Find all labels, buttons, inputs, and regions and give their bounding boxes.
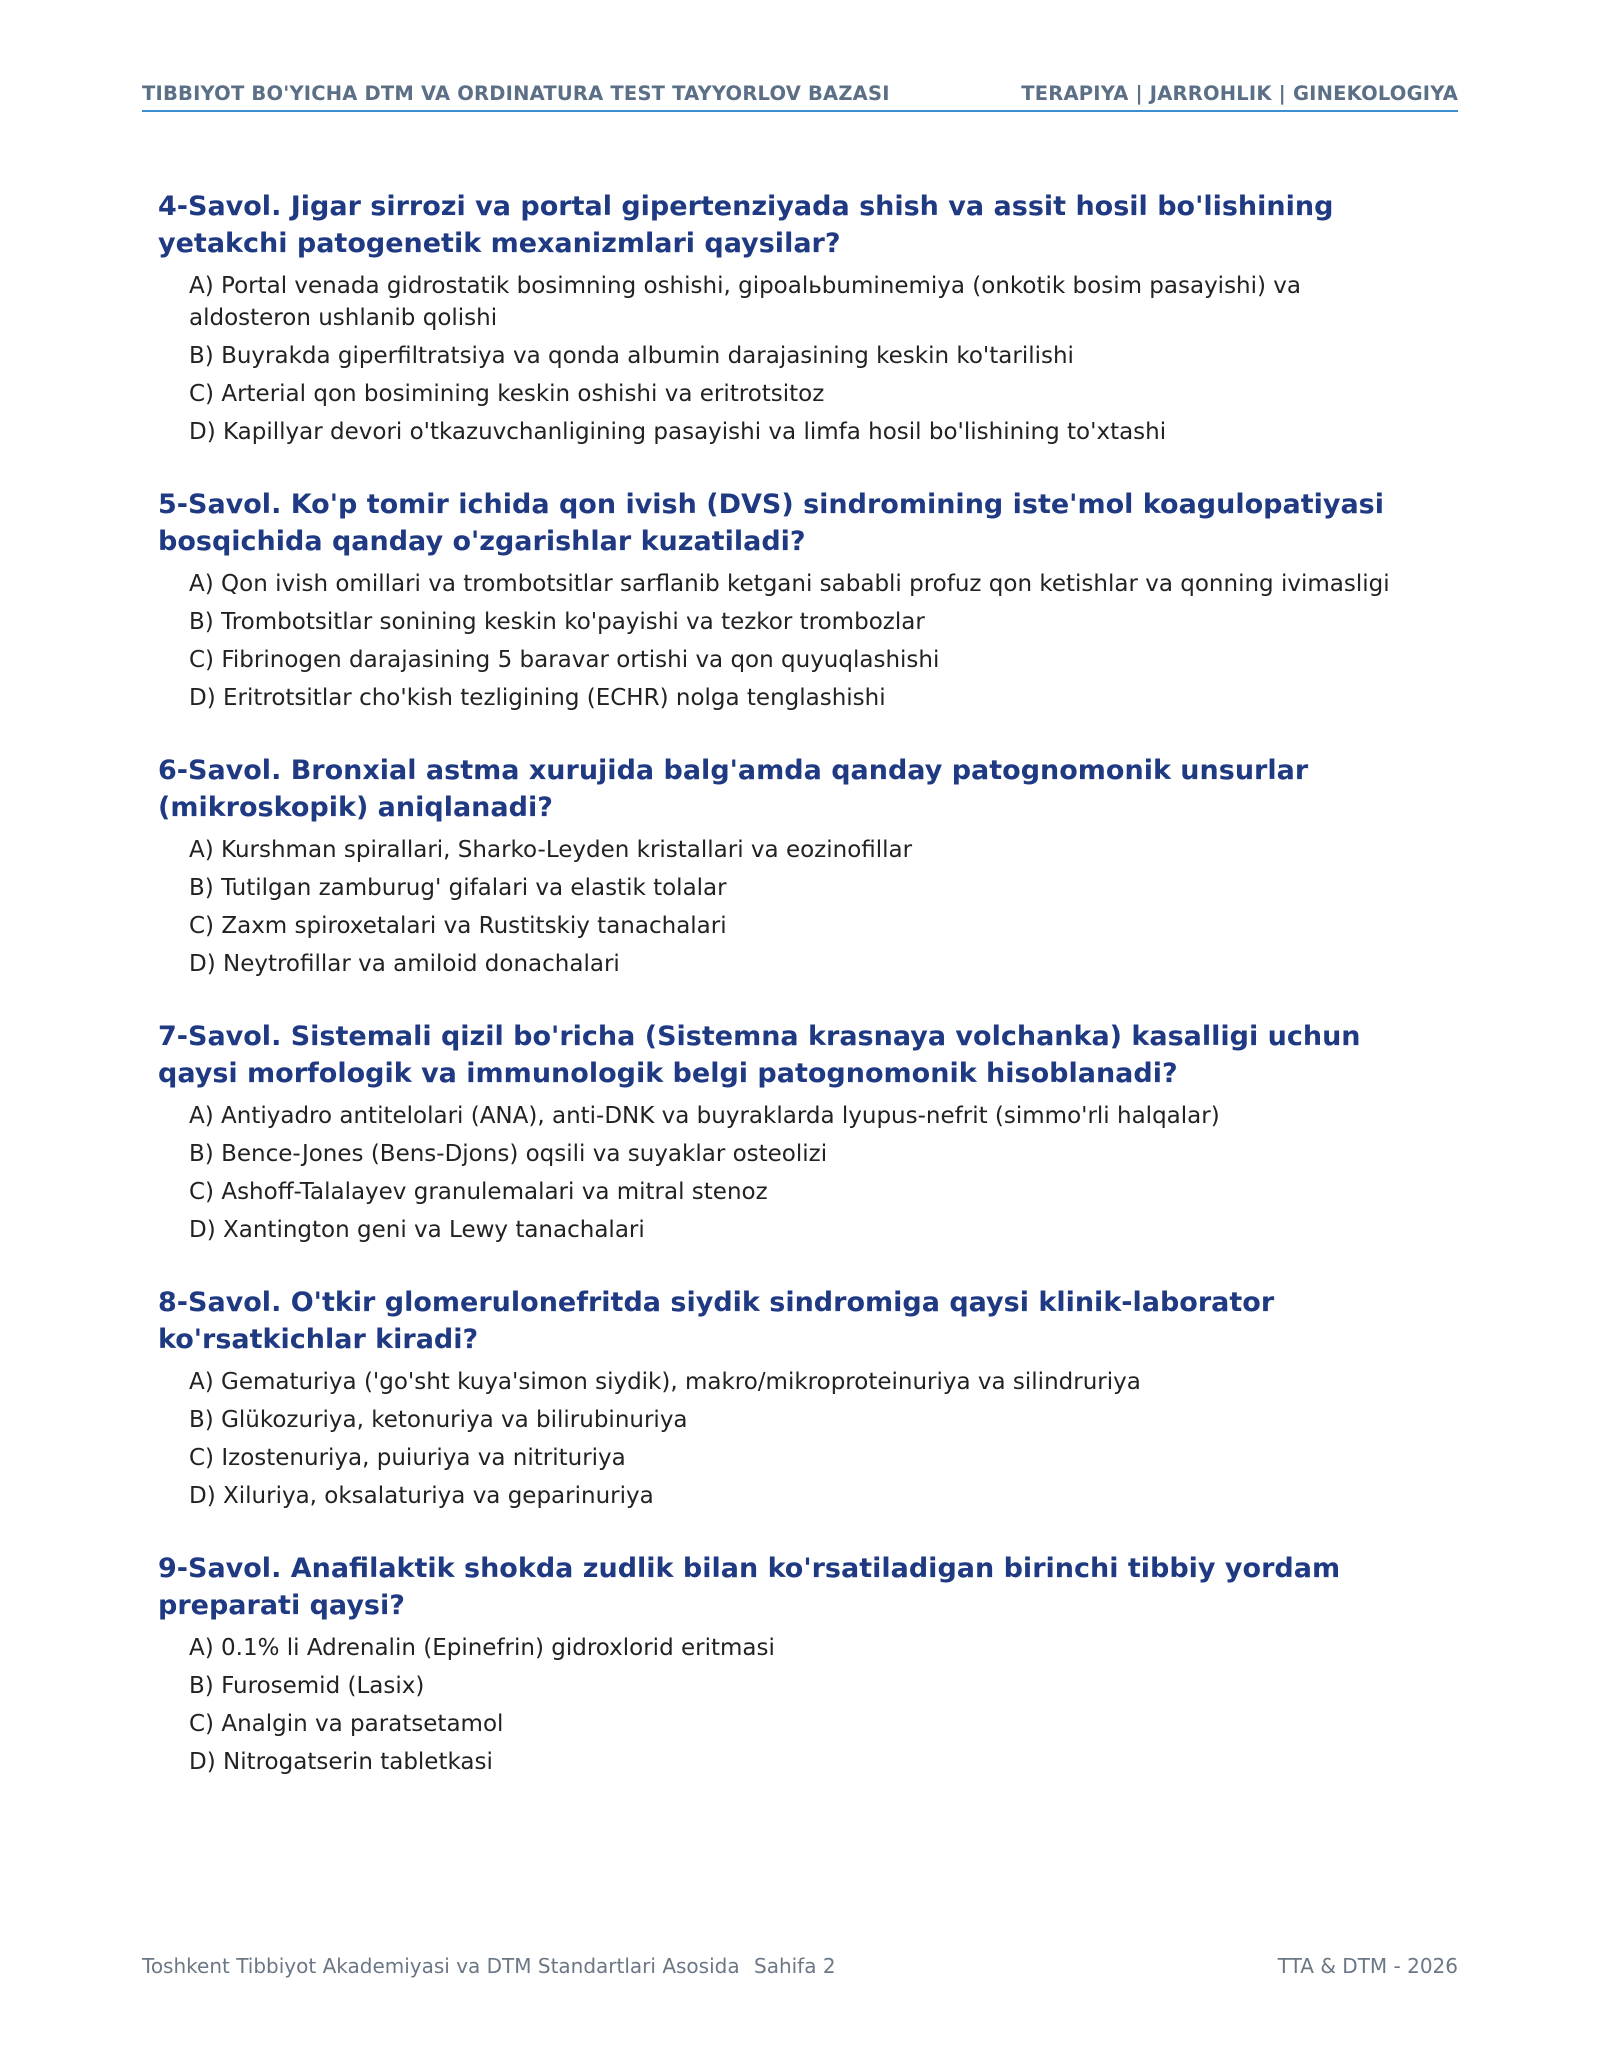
question-title: 6-Savol. Bronxial astma xurujida balg'amda qanday patognomonik unsurlar (mikroskopik) aniqlanadi?	[158, 755, 1309, 823]
answer-option: C) Fibrinogen darajasining 5 baravar ortishi va qon quyuqlashishi	[189, 647, 940, 673]
question-list	[158, 188, 1458, 1816]
page-header	[142, 78, 1458, 112]
answer-options	[158, 1366, 1458, 1512]
question-block	[158, 486, 1458, 714]
answer-option: A) Gematuriya ('go'sht kuya'simon siydik), makro/mikroproteinuriya va silindruriya	[189, 1369, 1141, 1395]
question-title: 5-Savol. Ko'p tomir ichida qon ivish (DVS) sindromining iste'mol koagulopatiyasi bosqichida qanday o'zgarishlar kuzatiladi?	[158, 489, 1384, 557]
answer-options	[158, 1100, 1458, 1246]
question-title: 8-Savol. O'tkir glomerulonefritda siydik sindromiga qaysi klinik-laborator ko'rsatkichlar kiradi?	[158, 1287, 1275, 1355]
answer-option: B) Glükozuriya, ketonuriya va bilirubinuriya	[189, 1407, 688, 1433]
footer-institution: Toshkent Tibbiyot Akademiyasi va DTM Standartlari Asosida	[142, 1954, 740, 1978]
answer-option: B) Bence-Jones (Bens-Djons) oqsili va suyaklar osteolizi	[189, 1141, 828, 1167]
question-title: 9-Savol. Anafilaktik shokda zudlik bilan ko'rsatiladigan birinchi tibbiy yordam preparati qaysi?	[158, 1553, 1341, 1621]
header-subjects: TERAPIYA | JARROHLIK | GINEKOLOGIYA	[1021, 82, 1458, 105]
answer-option: B) Buyrakda giperfiltratsiya va qonda albumin darajasining keskin ko'tarilishi	[189, 343, 1074, 369]
question-title: 4-Savol. Jigar sirrozi va portal gipertenziyada shish va assit hosil bo'lishining yetakchi patogenetik mexanizmlari qaysilar?	[158, 191, 1334, 259]
footer-edition: TTA & DTM - 2026	[1277, 1954, 1458, 1978]
answer-option: D) Xantington geni va Lewy tanachalari	[189, 1217, 645, 1243]
answer-option: D) Eritrotsitlar cho'kish tezligining (ECHR) nolga tenglashishi	[189, 685, 886, 711]
page-footer	[142, 1954, 1458, 1986]
answer-option: D) Neytrofillar va amiloid donachalari	[189, 951, 620, 977]
answer-options	[158, 270, 1458, 448]
answer-option: B) Furosemid (Lasix)	[189, 1673, 425, 1699]
answer-options	[158, 834, 1458, 980]
question-block	[158, 1284, 1458, 1512]
answer-option: C) Izostenuriya, puiuriya va nitrituriya	[189, 1445, 626, 1471]
answer-options	[158, 1632, 1458, 1778]
answer-option: D) Xiluriya, oksalaturiya va geparinuriya	[189, 1483, 654, 1509]
answer-option: A) 0.1% li Adrenalin (Epinefrin) gidroxlorid eritmasi	[189, 1635, 775, 1661]
question-title: 7-Savol. Sistemali qizil bo'richa (Sistemna krasnaya volchanka) kasalligi uchun qaysi morfologik va immunologik belgi patognomonik hisoblanadi?	[158, 1021, 1361, 1089]
question-block	[158, 752, 1458, 980]
question-block	[158, 1018, 1458, 1246]
answer-option: A) Antiyadro antitelolari (ANA), anti-DNK va buyraklarda lyupus-nefrit (simmo'rli halqalar)	[189, 1103, 1220, 1129]
answer-option: D) Kapillyar devori o'tkazuvchanligining pasayishi va limfa hosil bo'lishining to'xtashi	[189, 419, 1167, 445]
question-block	[158, 188, 1458, 448]
answer-option: D) Nitrogatserin tabletkasi	[189, 1749, 493, 1775]
answer-option: C) Ashoff-Talalayev granulemalari va mitral stenoz	[189, 1179, 768, 1205]
answer-option: A) Qon ivish omillari va trombotsitlar sarflanib ketgani sababli profuz qon ketishlar va qonning ivimasligi	[189, 571, 1390, 597]
answer-option: A) Kurshman spirallari, Sharko-Leyden kristallari va eozinofillar	[189, 837, 913, 863]
answer-option: C) Analgin va paratsetamol	[189, 1711, 504, 1737]
answer-option: B) Tutilgan zamburug' gifalari va elastik tolalar	[189, 875, 727, 901]
header-title: TIBBIYOT BO'YICHA DTM VA ORDINATURA TEST TAYYORLOV BAZASI	[142, 82, 890, 105]
page-number: Sahifa 2	[754, 1954, 836, 1978]
question-block	[158, 1550, 1458, 1778]
answer-option: C) Arterial qon bosimining keskin oshishi va eritrotsitoz	[189, 381, 825, 407]
answer-options	[158, 568, 1458, 714]
answer-option: C) Zaxm spiroxetalari va Rustitskiy tanachalari	[189, 913, 727, 939]
answer-option: A) Portal venada gidrostatik bosimning oshishi, gipoalьbuminemiya (onkotik bosim pasayishi) va aldosteron ushlanib qolishi	[189, 273, 1302, 331]
answer-option: B) Trombotsitlar sonining keskin ko'payishi va tezkor trombozlar	[189, 609, 925, 635]
